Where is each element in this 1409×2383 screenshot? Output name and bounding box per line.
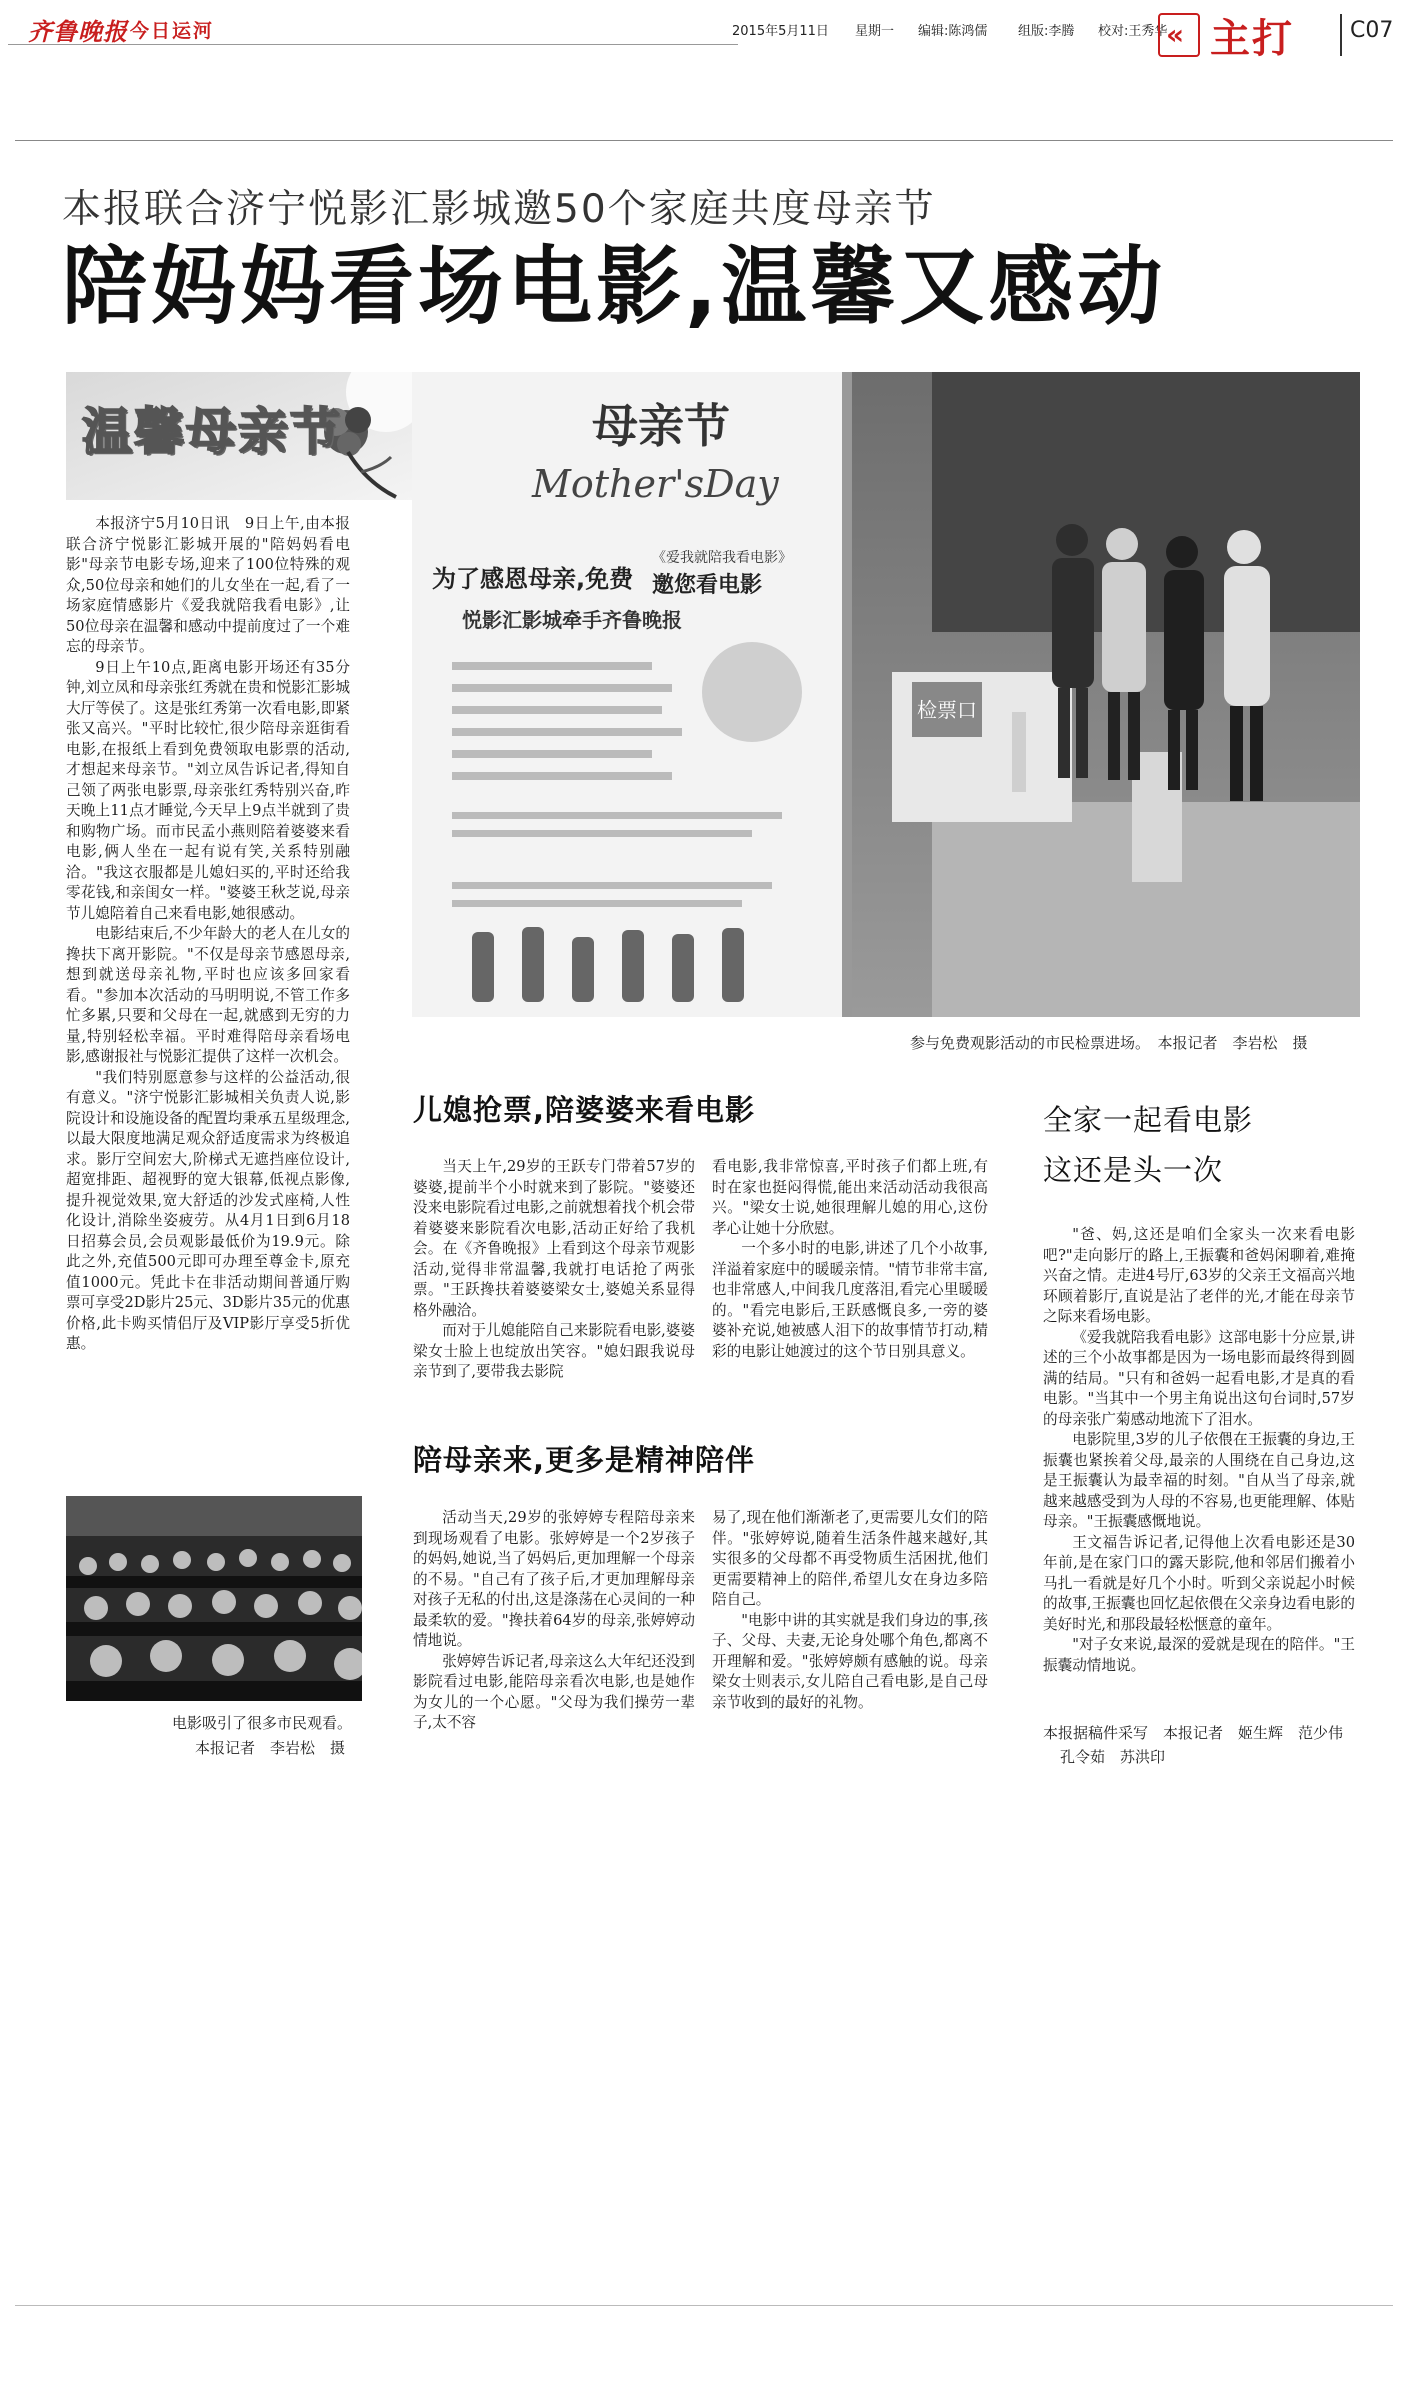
poster-subtitle: Mother'sDay: [532, 462, 779, 506]
article-paragraph: 本报济宁5月10日讯 9日上午,由本报联合济宁悦影汇影城开展的"陪妈妈看电影"母亲节电影专场,迎来了100位特殊的观众,50位母亲和她们的儿女坐在一起,看了一场家庭情感影片《爱我就陪我看电影》,让50位母亲在温馨和感动中提前度过了一个难忘的母亲节。: [66, 515, 350, 655]
sub-headline: 本报联合济宁悦影汇影城邀50个家庭共度母亲节: [62, 187, 936, 232]
poster-line: 《爱我就陪我看电影》: [652, 550, 792, 566]
poster-line: 悦影汇影城牵手齐鲁晚报: [462, 608, 682, 632]
masthead-divider: [1340, 14, 1342, 56]
article-paragraph: 易了,现在他们渐渐老了,更需要儿女们的陪伴。"张婷婷说,随着生活条件越来越好,其实很多的父母都不再受物质生活困扰,他们更需要精神上的陪伴,希望儿女在身边多陪陪自己。: [712, 1509, 988, 1608]
masthead-rule: [8, 44, 738, 45]
section2-column-a: [413, 1508, 695, 1788]
article-paragraph: "电影中讲的其实就是我们身边的事,孩子、父母、夫妻,无论身处哪个角色,都离不开理解和爱。"张婷婷颇有感触的说。母亲梁女士则表示,女儿陪自己看电影,是自己母亲节收到的最好的礼物。: [712, 1611, 988, 1711]
main-headline: 陪妈妈看场电影,温馨又感动: [62, 238, 1167, 337]
paper-logo: 齐鲁晚报: [28, 18, 128, 46]
section2-column-b: [712, 1508, 988, 1788]
article-paragraph: "我们特别愿意参与这样的公益活动,很有意义。"济宁悦影汇影城相关负责人说,影院设计和设施设备的配置均秉承五星级理念,以最大限度地满足观众舒适度需求为终极追求。影厅空间宏大,阶梯式无遮挡座位设计,超宽排距、超视野的宽大银幕,低视点影像,提升视觉效果,宽大舒适的沙发式座椅,人性化设计,消除坐姿疲劳。从4月1日到6月18日招募会员,会员观影最低价为19.9元。除此之外,充值500元即可办理至尊金卡,原充值1000元。凭此卡在非活动期间普通厅购票可享受2D影片25元、3D影片35元的优惠价格,此卡购买情侣厅及VIP影厅享受5折优惠。: [66, 1068, 350, 1352]
section-name: 今日运河: [130, 20, 215, 42]
issue-date: 2015年5月11日: [732, 24, 829, 39]
page-number: C07: [1350, 18, 1394, 43]
article-paragraph: "爸、妈,这还是咱们全家头一次来看电影吧?"走向影厅的路上,王振囊和爸妈闲聊着,难掩兴奋之情。走进4号厅,63岁的父亲王文福高兴地环顾着影厅,直说是沾了老伴的光,才能在母亲节之际来看场电影。: [1043, 1226, 1355, 1325]
article-credit-2: 孔令茹 苏洪印: [1060, 1748, 1166, 1766]
poster-title: 母亲节: [592, 399, 730, 453]
article-paragraph: 张婷婷告诉记者,母亲这么大年纪还没到影院看过电影,能陪母亲看次电影,也是她作为女儿的一个心愿。"父母为我们操劳一辈子,太不容: [413, 1652, 695, 1731]
footer-rule: [15, 2305, 1393, 2306]
article-paragraph: 电影院里,3岁的儿子依偎在王振囊的身边,王振囊也紧挨着父母,最亲的人围绕在自己身边,这是王振囊认为最幸福的时刻。"自从当了母亲,就越来越感受到为人母的不容易,也更能理解、体贴母亲。"王振囊感慨地说。: [1043, 1431, 1355, 1530]
main-photo-caption: 参与免费观影活动的市民检票进场。 本报记者 李岩松 摄: [910, 1034, 1308, 1052]
section3-column: [1043, 1225, 1355, 1715]
article-paragraph: 王文福告诉记者,记得他上次看电影还是30年前,是在家门口的露天影院,他和邻居们搬着小马扎一看就是好几个小时。听到父亲说起小时候的故事,王振囊也回忆起依偎在父亲身边看电影的美好时光,和那段最轻松惬意的童年。: [1043, 1533, 1355, 1633]
section-heading-1: 儿媳抢票,陪婆婆来看电影: [413, 1093, 756, 1127]
section-heading-2: 陪母亲来,更多是精神陪伴: [413, 1443, 756, 1477]
chevron-left-icon: «: [1158, 13, 1200, 57]
article-paragraph: 9日上午10点,距离电影开场还有35分钟,刘立凤和母亲张红秀就在贵和悦影汇影城大厅等侯了。这是张红秀第一次看电影,即紧张又高兴。"平时比较忙,很少陪母亲逛街看电影,在报纸上看到免费领取电影票的活动,才想起来母亲节。"刘立凤告诉记者,得知自己领了两张电影票,母亲张红秀特别兴奋,昨天晚上11点才睡觉,今天早上9点半就到了贵和购物广场。而市民孟小燕则陪着婆婆来看电影,俩人坐在一起有说有笑,关系特别融洽。"我这衣服都是儿媳妇买的,平时还给我零花钱,和亲闺女一样。"婆婆王秋芝说,母亲节儿媳陪着自己来看电影,她很感动。: [66, 658, 350, 922]
photo-credit: 本报记者 李岩松 摄: [195, 1739, 346, 1757]
article-paragraph: 一个多小时的电影,讲述了几个小故事,洋溢着家庭中的暖暖亲情。"情节非常丰富,也非常感人,中间我几度落泪,看完心里暖暖的。"看完电影后,王跃感慨良多,一旁的婆婆补充说,她被感人泪下的故事情节打动,精彩的电影让她渡过的这个节日别具意义。: [712, 1240, 988, 1360]
article-paragraph: 电影结束后,不少年龄大的老人在儿女的搀扶下离开影院。"不仅是母亲节感恩母亲,想到就送母亲礼物,平时也应该多回家看看。"参加本次活动的马明明说,不管工作多忙多累,只要和父母在一起,就感到无穷的力量,特别轻松幸福。平时难得陪母亲看场电影,感谢报社与悦影汇提供了这样一次机会。: [66, 925, 350, 1065]
poster-line: 为了感恩母亲,免费: [432, 565, 634, 593]
editor-credit: 编辑:陈鸿儒: [918, 24, 988, 39]
poster-line: 邀您看电影: [652, 573, 763, 598]
sign-text: 检票口: [917, 698, 977, 722]
feature-banner: [66, 372, 421, 500]
proofreader-credit: 校对:王秀华: [1098, 24, 1168, 39]
issue-weekday: 星期一: [855, 24, 895, 39]
main-photo-ticket-check: [412, 372, 1360, 1017]
banner-label: 温馨母亲节: [82, 403, 342, 461]
photo-caption: 电影吸引了很多市民观看。: [172, 1714, 353, 1732]
section-heading-3b: 这还是头一次: [1043, 1153, 1224, 1187]
article-paragraph: 《爱我就陪我看电影》这部电影十分应景,讲述的三个小故事都是因为一场电影而最终得到圆满的结局。"只有和爸妈一起看电影,才是真的看电影。"当其中一个男主角说出这句台词时,57岁的母亲张广菊感动地流下了泪水。: [1043, 1328, 1355, 1428]
layout-credit: 组版:李腾: [1018, 24, 1075, 39]
section-heading-3a: 全家一起看电影: [1043, 1103, 1254, 1137]
column-badge: 主打: [1210, 16, 1294, 62]
left-article-column: [66, 514, 350, 1506]
article-paragraph: 活动当天,29岁的张婷婷专程陪母亲来到现场观看了电影。张婷婷是一个2岁孩子的妈妈,她说,当了妈妈后,更加理解一个母亲的不易。"自己有了孩子后,才更加理解母亲对孩子无私的付出,这是涤荡在心灵间的一种最柔软的爱。"搀扶着64岁的母亲,张婷婷动情地说。: [413, 1509, 695, 1649]
section1-column-b: [712, 1157, 988, 1467]
article-credit: 本报据稿件采写 本报记者 姬生辉 范少伟: [1043, 1724, 1344, 1742]
article-paragraph: "对子女来说,最深的爱就是现在的陪伴。"王振囊动情地说。: [1043, 1636, 1355, 1674]
cinema-audience-photo: [66, 1496, 362, 1701]
article-paragraph: 当天上午,29岁的王跃专门带着57岁的婆婆,提前半个小时就来到了影院。"婆婆还没来电影院看过电影,之前就想着找个机会带着婆婆来影院看次电影,活动正好给了我机会。在《齐鲁晚报》上看到这个母亲节观影活动,觉得非常温馨,我就打电话抢了两张票。"王跃搀扶着婆婆梁女士,婆媳关系显得格外融洽。: [413, 1158, 695, 1319]
header-rule: [15, 140, 1393, 141]
article-paragraph: 而对于儿媳能陪自己来影院看电影,婆婆梁女士脸上也绽放出笑容。"媳妇跟我说母亲节到了,要带我去影院: [413, 1322, 695, 1380]
article-paragraph: 看电影,我非常惊喜,平时孩子们都上班,有时在家也挺闷得慌,能出来活动活动我很高兴。"梁女士说,她很理解儿媳的用心,这份孝心让她十分欣慰。: [712, 1158, 988, 1237]
section1-column-a: [413, 1157, 695, 1467]
